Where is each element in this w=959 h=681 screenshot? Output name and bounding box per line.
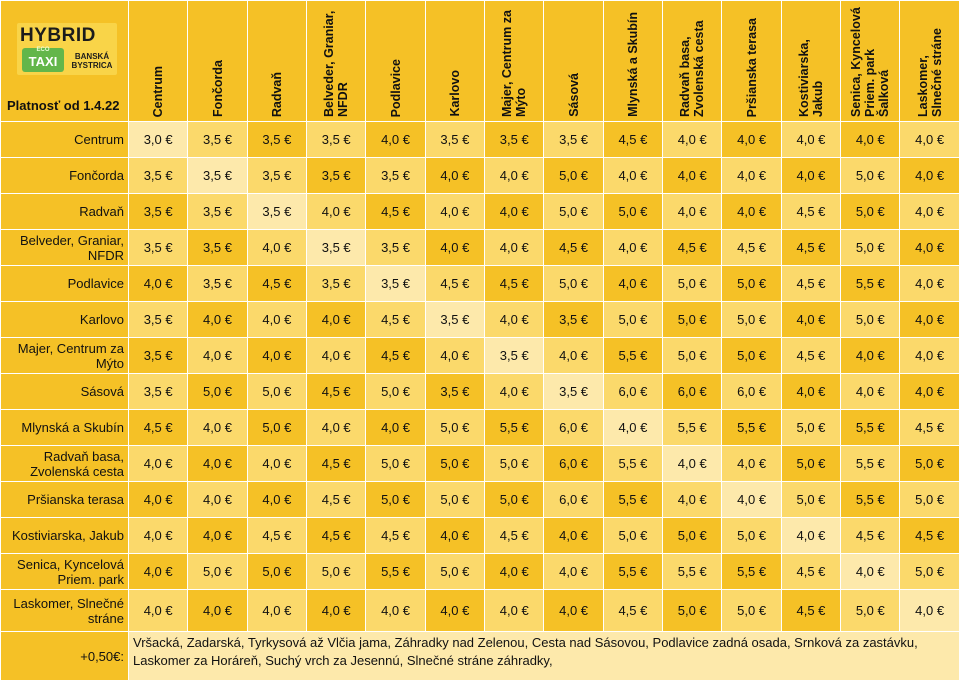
table-row: [1, 230, 959, 266]
price-cell: 3,5 €: [129, 194, 188, 230]
price-cell: 4,0 €: [366, 410, 425, 446]
price-cell: 3,5 €: [366, 230, 425, 266]
price-cell: 5,0 €: [663, 518, 722, 554]
row-header: Majer, Centrum za Mýto: [1, 338, 129, 374]
price-cell: 5,0 €: [900, 482, 959, 518]
price-cell: 4,5 €: [781, 554, 840, 590]
price-cell: 4,0 €: [307, 590, 366, 632]
price-cell: 4,0 €: [188, 518, 247, 554]
price-cell: 5,5 €: [603, 482, 662, 518]
price-cell: 4,0 €: [425, 518, 484, 554]
row-header: Laskomer, Slnečné stráne: [1, 590, 129, 632]
price-cell: 4,0 €: [841, 554, 900, 590]
price-cell: 4,0 €: [188, 410, 247, 446]
price-cell: 4,5 €: [307, 518, 366, 554]
price-cell: 4,0 €: [247, 302, 306, 338]
row-header: Karlovo: [1, 302, 129, 338]
surcharge-label: +0,50€:: [1, 632, 129, 681]
price-cell: 4,0 €: [188, 338, 247, 374]
price-cell: 4,5 €: [366, 518, 425, 554]
row-header: Podlavice: [1, 266, 129, 302]
price-cell: 4,0 €: [781, 122, 840, 158]
logo-eco-taxi-badge: [22, 48, 64, 72]
price-cell: 3,5 €: [425, 302, 484, 338]
row-header: Radvaň basa, Zvolenská cesta: [1, 446, 129, 482]
column-header-label: Radvaň basa, Zvolenská cesta: [678, 1, 706, 121]
price-cell: 3,0 €: [129, 122, 188, 158]
column-header-label: Centrum: [151, 62, 165, 121]
price-cell: 4,0 €: [485, 590, 544, 632]
row-header: Belveder, Graniar, NFDR: [1, 230, 129, 266]
column-header-label: Belveder, Graniar, NFDR: [322, 1, 350, 121]
hybrid-eco-taxi-logo: [17, 23, 117, 75]
row-header: Senica, Kyncelová Priem. park: [1, 554, 129, 590]
price-cell: 4,5 €: [603, 590, 662, 632]
column-header-label: Fončorda: [211, 56, 225, 121]
price-cell: 5,0 €: [247, 374, 306, 410]
price-cell: 4,0 €: [247, 482, 306, 518]
price-cell: 5,5 €: [841, 410, 900, 446]
price-cell: 6,0 €: [544, 410, 603, 446]
price-cell: 3,5 €: [544, 374, 603, 410]
price-cell: 5,5 €: [603, 554, 662, 590]
price-cell: 5,5 €: [663, 410, 722, 446]
price-cell: 3,5 €: [485, 122, 544, 158]
price-cell: 4,5 €: [781, 266, 840, 302]
price-cell: 4,0 €: [544, 554, 603, 590]
price-cell: 5,0 €: [544, 194, 603, 230]
price-cell: 4,0 €: [722, 158, 781, 194]
price-cell: 6,0 €: [663, 374, 722, 410]
row-header: Sásová: [1, 374, 129, 410]
price-cell: 3,5 €: [544, 302, 603, 338]
table-row: [1, 194, 959, 230]
price-cell: 4,0 €: [781, 158, 840, 194]
row-header: Radvaň: [1, 194, 129, 230]
price-cell: 4,0 €: [188, 446, 247, 482]
price-cell: 4,5 €: [900, 410, 959, 446]
price-cell: 4,0 €: [900, 302, 959, 338]
column-header-label: Majer, Centrum za Mýto: [500, 1, 528, 121]
price-cell: 4,0 €: [129, 266, 188, 302]
price-cell: 5,0 €: [366, 374, 425, 410]
price-cell: 4,0 €: [425, 158, 484, 194]
price-cell: 4,0 €: [425, 338, 484, 374]
price-cell: 6,0 €: [603, 374, 662, 410]
price-cell: 4,0 €: [544, 338, 603, 374]
price-cell: 5,5 €: [841, 266, 900, 302]
price-cell: 4,0 €: [603, 230, 662, 266]
price-cell: 4,0 €: [900, 230, 959, 266]
price-cell: 4,0 €: [129, 590, 188, 632]
price-cell: 4,0 €: [129, 446, 188, 482]
column-header: [781, 1, 840, 122]
price-cell: 4,0 €: [900, 158, 959, 194]
price-cell: 3,5 €: [425, 122, 484, 158]
price-table-body: [1, 122, 959, 632]
column-header-label: Sásová: [567, 69, 581, 121]
price-cell: 4,5 €: [544, 230, 603, 266]
price-cell: 4,0 €: [663, 158, 722, 194]
price-cell: 5,0 €: [544, 158, 603, 194]
price-cell: 4,5 €: [603, 122, 662, 158]
price-cell: 4,0 €: [425, 590, 484, 632]
price-cell: 4,5 €: [781, 194, 840, 230]
price-cell: 4,0 €: [485, 230, 544, 266]
column-header: [722, 1, 781, 122]
price-cell: 5,5 €: [663, 554, 722, 590]
column-header: [841, 1, 900, 122]
price-cell: 4,0 €: [247, 230, 306, 266]
price-cell: 4,0 €: [663, 446, 722, 482]
price-cell: 5,5 €: [722, 410, 781, 446]
price-cell: 4,0 €: [841, 122, 900, 158]
price-cell: 4,0 €: [663, 122, 722, 158]
price-cell: 3,5 €: [307, 158, 366, 194]
price-cell: 5,0 €: [247, 410, 306, 446]
price-cell: 5,0 €: [781, 410, 840, 446]
price-cell: 4,0 €: [188, 590, 247, 632]
price-cell: 3,5 €: [129, 158, 188, 194]
column-header-label: Mlynská a Skubín: [626, 8, 640, 121]
column-header-label: Laskomer, Slnečné stráne: [916, 1, 944, 121]
table-row: [1, 590, 959, 632]
price-cell: 3,5 €: [544, 122, 603, 158]
price-cell: 4,5 €: [307, 446, 366, 482]
price-cell: 4,0 €: [485, 374, 544, 410]
price-cell: 4,0 €: [307, 410, 366, 446]
price-cell: 4,0 €: [603, 410, 662, 446]
price-cell: 4,5 €: [841, 518, 900, 554]
price-cell: 3,5 €: [425, 374, 484, 410]
price-cell: 4,5 €: [781, 230, 840, 266]
price-cell: 3,5 €: [366, 158, 425, 194]
price-cell: 4,0 €: [247, 338, 306, 374]
logo-cell: [1, 1, 129, 122]
price-cell: 4,5 €: [425, 266, 484, 302]
row-header: Mlynská a Skubín: [1, 410, 129, 446]
price-cell: 5,5 €: [603, 446, 662, 482]
price-cell: 5,0 €: [366, 446, 425, 482]
price-cell: 4,5 €: [247, 266, 306, 302]
column-header: [485, 1, 544, 122]
price-cell: 3,5 €: [129, 230, 188, 266]
price-cell: 4,0 €: [247, 590, 306, 632]
table-row: [1, 338, 959, 374]
logo-taxi-text: TAXI: [29, 54, 58, 69]
price-cell: 4,5 €: [247, 518, 306, 554]
price-cell: 4,0 €: [544, 518, 603, 554]
column-header: [900, 1, 959, 122]
column-header: [603, 1, 662, 122]
price-cell: 5,5 €: [485, 410, 544, 446]
price-cell: 5,5 €: [722, 554, 781, 590]
price-cell: 5,0 €: [900, 446, 959, 482]
price-cell: 5,0 €: [663, 302, 722, 338]
price-cell: 5,0 €: [841, 194, 900, 230]
price-cell: 4,0 €: [781, 302, 840, 338]
price-cell: 4,5 €: [307, 482, 366, 518]
price-cell: 3,5 €: [188, 230, 247, 266]
table-row: [1, 122, 959, 158]
price-cell: 4,0 €: [722, 122, 781, 158]
column-header-label: Senica, Kyncelová Priem. park Šalková: [849, 1, 891, 121]
price-cell: 4,5 €: [900, 518, 959, 554]
price-cell: 6,0 €: [544, 446, 603, 482]
price-cell: 4,5 €: [722, 230, 781, 266]
price-cell: 3,5 €: [307, 230, 366, 266]
price-cell: 4,0 €: [900, 266, 959, 302]
price-cell: 4,0 €: [188, 302, 247, 338]
price-cell: 4,0 €: [129, 554, 188, 590]
table-row: [1, 446, 959, 482]
table-row: [1, 374, 959, 410]
price-cell: 4,5 €: [781, 590, 840, 632]
price-cell: 5,0 €: [485, 482, 544, 518]
price-cell: 4,0 €: [366, 122, 425, 158]
price-cell: 4,5 €: [129, 410, 188, 446]
price-cell: 4,0 €: [603, 266, 662, 302]
price-cell: 4,0 €: [841, 374, 900, 410]
price-cell: 5,0 €: [722, 590, 781, 632]
price-cell: 4,0 €: [544, 590, 603, 632]
table-row: [1, 482, 959, 518]
price-cell: 5,0 €: [307, 554, 366, 590]
price-cell: 3,5 €: [129, 302, 188, 338]
column-header: [188, 1, 247, 122]
price-cell: 5,0 €: [781, 482, 840, 518]
column-header: [366, 1, 425, 122]
price-cell: 3,5 €: [188, 158, 247, 194]
price-cell: 3,5 €: [188, 122, 247, 158]
price-cell: 5,0 €: [722, 266, 781, 302]
price-cell: 4,0 €: [485, 158, 544, 194]
price-cell: 5,0 €: [841, 590, 900, 632]
price-cell: 5,0 €: [841, 302, 900, 338]
price-cell: 5,5 €: [841, 482, 900, 518]
price-cell: 5,0 €: [188, 554, 247, 590]
price-cell: 4,0 €: [247, 446, 306, 482]
price-cell: 3,5 €: [247, 158, 306, 194]
price-cell: 4,0 €: [900, 590, 959, 632]
price-cell: 3,5 €: [366, 266, 425, 302]
price-cell: 5,0 €: [425, 482, 484, 518]
price-cell: 4,0 €: [722, 194, 781, 230]
logo-city-text: BANSKÁ BYSTRICA: [69, 52, 115, 70]
price-cell: 4,0 €: [781, 518, 840, 554]
price-cell: 5,5 €: [603, 338, 662, 374]
price-cell: 5,0 €: [781, 446, 840, 482]
table-row: [1, 554, 959, 590]
price-cell: 3,5 €: [485, 338, 544, 374]
price-cell: 3,5 €: [307, 266, 366, 302]
price-cell: 5,0 €: [603, 302, 662, 338]
price-cell: 4,0 €: [781, 374, 840, 410]
price-cell: 5,0 €: [485, 446, 544, 482]
price-cell: 3,5 €: [188, 266, 247, 302]
surcharge-streets: Vršacká, Zadarská, Tyrkysová až Vlčia jama, Záhradky nad Zelenou, Cesta nad Sásovou, Podlavice zadná osada, Srnková za zastávku, Laskomer za Horáreň, Suchý vrch za Jesennú, Slnečné stráne záhradky,: [129, 632, 959, 681]
price-cell: 5,0 €: [663, 338, 722, 374]
price-cell: 4,0 €: [900, 374, 959, 410]
price-cell: 5,0 €: [722, 518, 781, 554]
column-header-label: Karlovo: [448, 66, 462, 121]
price-cell: 3,5 €: [129, 338, 188, 374]
table-row: [1, 410, 959, 446]
price-cell: 6,0 €: [722, 374, 781, 410]
column-header-label: Pršianska terasa: [745, 14, 759, 121]
price-cell: 4,5 €: [485, 266, 544, 302]
row-header: Kostiviarska, Jakub: [1, 518, 129, 554]
price-cell: 4,0 €: [485, 554, 544, 590]
column-header: [307, 1, 366, 122]
price-cell: 5,0 €: [603, 518, 662, 554]
price-cell: 3,5 €: [247, 194, 306, 230]
price-cell: 5,0 €: [663, 590, 722, 632]
price-cell: 4,5 €: [781, 338, 840, 374]
price-cell: 4,0 €: [485, 194, 544, 230]
price-cell: 4,0 €: [425, 230, 484, 266]
price-cell: 3,5 €: [188, 194, 247, 230]
price-cell: 5,0 €: [425, 446, 484, 482]
column-header: [247, 1, 306, 122]
price-cell: 5,0 €: [188, 374, 247, 410]
price-cell: 4,0 €: [663, 482, 722, 518]
column-header-label: Podlavice: [389, 55, 403, 121]
price-cell: 5,0 €: [544, 266, 603, 302]
column-header: [544, 1, 603, 122]
price-cell: 4,5 €: [366, 338, 425, 374]
price-cell: 5,0 €: [841, 230, 900, 266]
price-cell: 5,0 €: [900, 554, 959, 590]
price-cell: 5,0 €: [425, 554, 484, 590]
price-cell: 5,0 €: [247, 554, 306, 590]
price-cell: 4,0 €: [129, 482, 188, 518]
column-header: [425, 1, 484, 122]
price-cell: 4,5 €: [485, 518, 544, 554]
price-cell: 4,0 €: [307, 302, 366, 338]
row-header: Fončorda: [1, 158, 129, 194]
price-cell: 5,5 €: [841, 446, 900, 482]
table-row: [1, 158, 959, 194]
price-cell: 3,5 €: [247, 122, 306, 158]
price-cell: 4,0 €: [900, 194, 959, 230]
price-cell: 4,5 €: [366, 302, 425, 338]
price-cell: 4,0 €: [366, 590, 425, 632]
logo-hybrid-text: HYBRID: [20, 25, 96, 47]
price-cell: 5,0 €: [366, 482, 425, 518]
price-cell: 5,0 €: [722, 338, 781, 374]
price-cell: 6,0 €: [544, 482, 603, 518]
table-row: [1, 266, 959, 302]
price-cell: 5,0 €: [603, 194, 662, 230]
validity-date: Platnosť od 1.4.22: [7, 98, 119, 113]
table-row: [1, 302, 959, 338]
price-cell: 4,0 €: [900, 338, 959, 374]
price-cell: 4,0 €: [663, 194, 722, 230]
price-cell: 4,0 €: [722, 446, 781, 482]
price-cell: 4,0 €: [841, 338, 900, 374]
column-header-label: Radvaň: [270, 68, 284, 121]
price-cell: 3,5 €: [307, 122, 366, 158]
price-cell: 5,0 €: [841, 158, 900, 194]
price-cell: 4,0 €: [307, 194, 366, 230]
price-cell: 5,0 €: [663, 266, 722, 302]
price-cell: 4,0 €: [188, 482, 247, 518]
column-header-label: Kostiviarska, Jakub: [797, 1, 825, 121]
surcharge-row: [1, 632, 959, 681]
row-header: Centrum: [1, 122, 129, 158]
price-cell: 5,0 €: [722, 302, 781, 338]
logo-eco-small-text: ECO: [22, 46, 64, 54]
price-cell: 4,0 €: [485, 302, 544, 338]
price-cell: 4,0 €: [603, 158, 662, 194]
price-cell: 4,0 €: [307, 338, 366, 374]
price-cell: 4,0 €: [722, 482, 781, 518]
price-cell: 4,0 €: [129, 518, 188, 554]
price-cell: 4,0 €: [425, 194, 484, 230]
header-row: [1, 1, 959, 122]
price-cell: 4,5 €: [366, 194, 425, 230]
price-cell: 5,5 €: [366, 554, 425, 590]
price-cell: 3,5 €: [129, 374, 188, 410]
price-cell: 4,5 €: [663, 230, 722, 266]
row-header: Pršianska terasa: [1, 482, 129, 518]
price-cell: 5,0 €: [425, 410, 484, 446]
price-cell: 4,5 €: [307, 374, 366, 410]
table-row: [1, 518, 959, 554]
column-header: [663, 1, 722, 122]
column-header: [129, 1, 188, 122]
price-cell: 4,0 €: [900, 122, 959, 158]
